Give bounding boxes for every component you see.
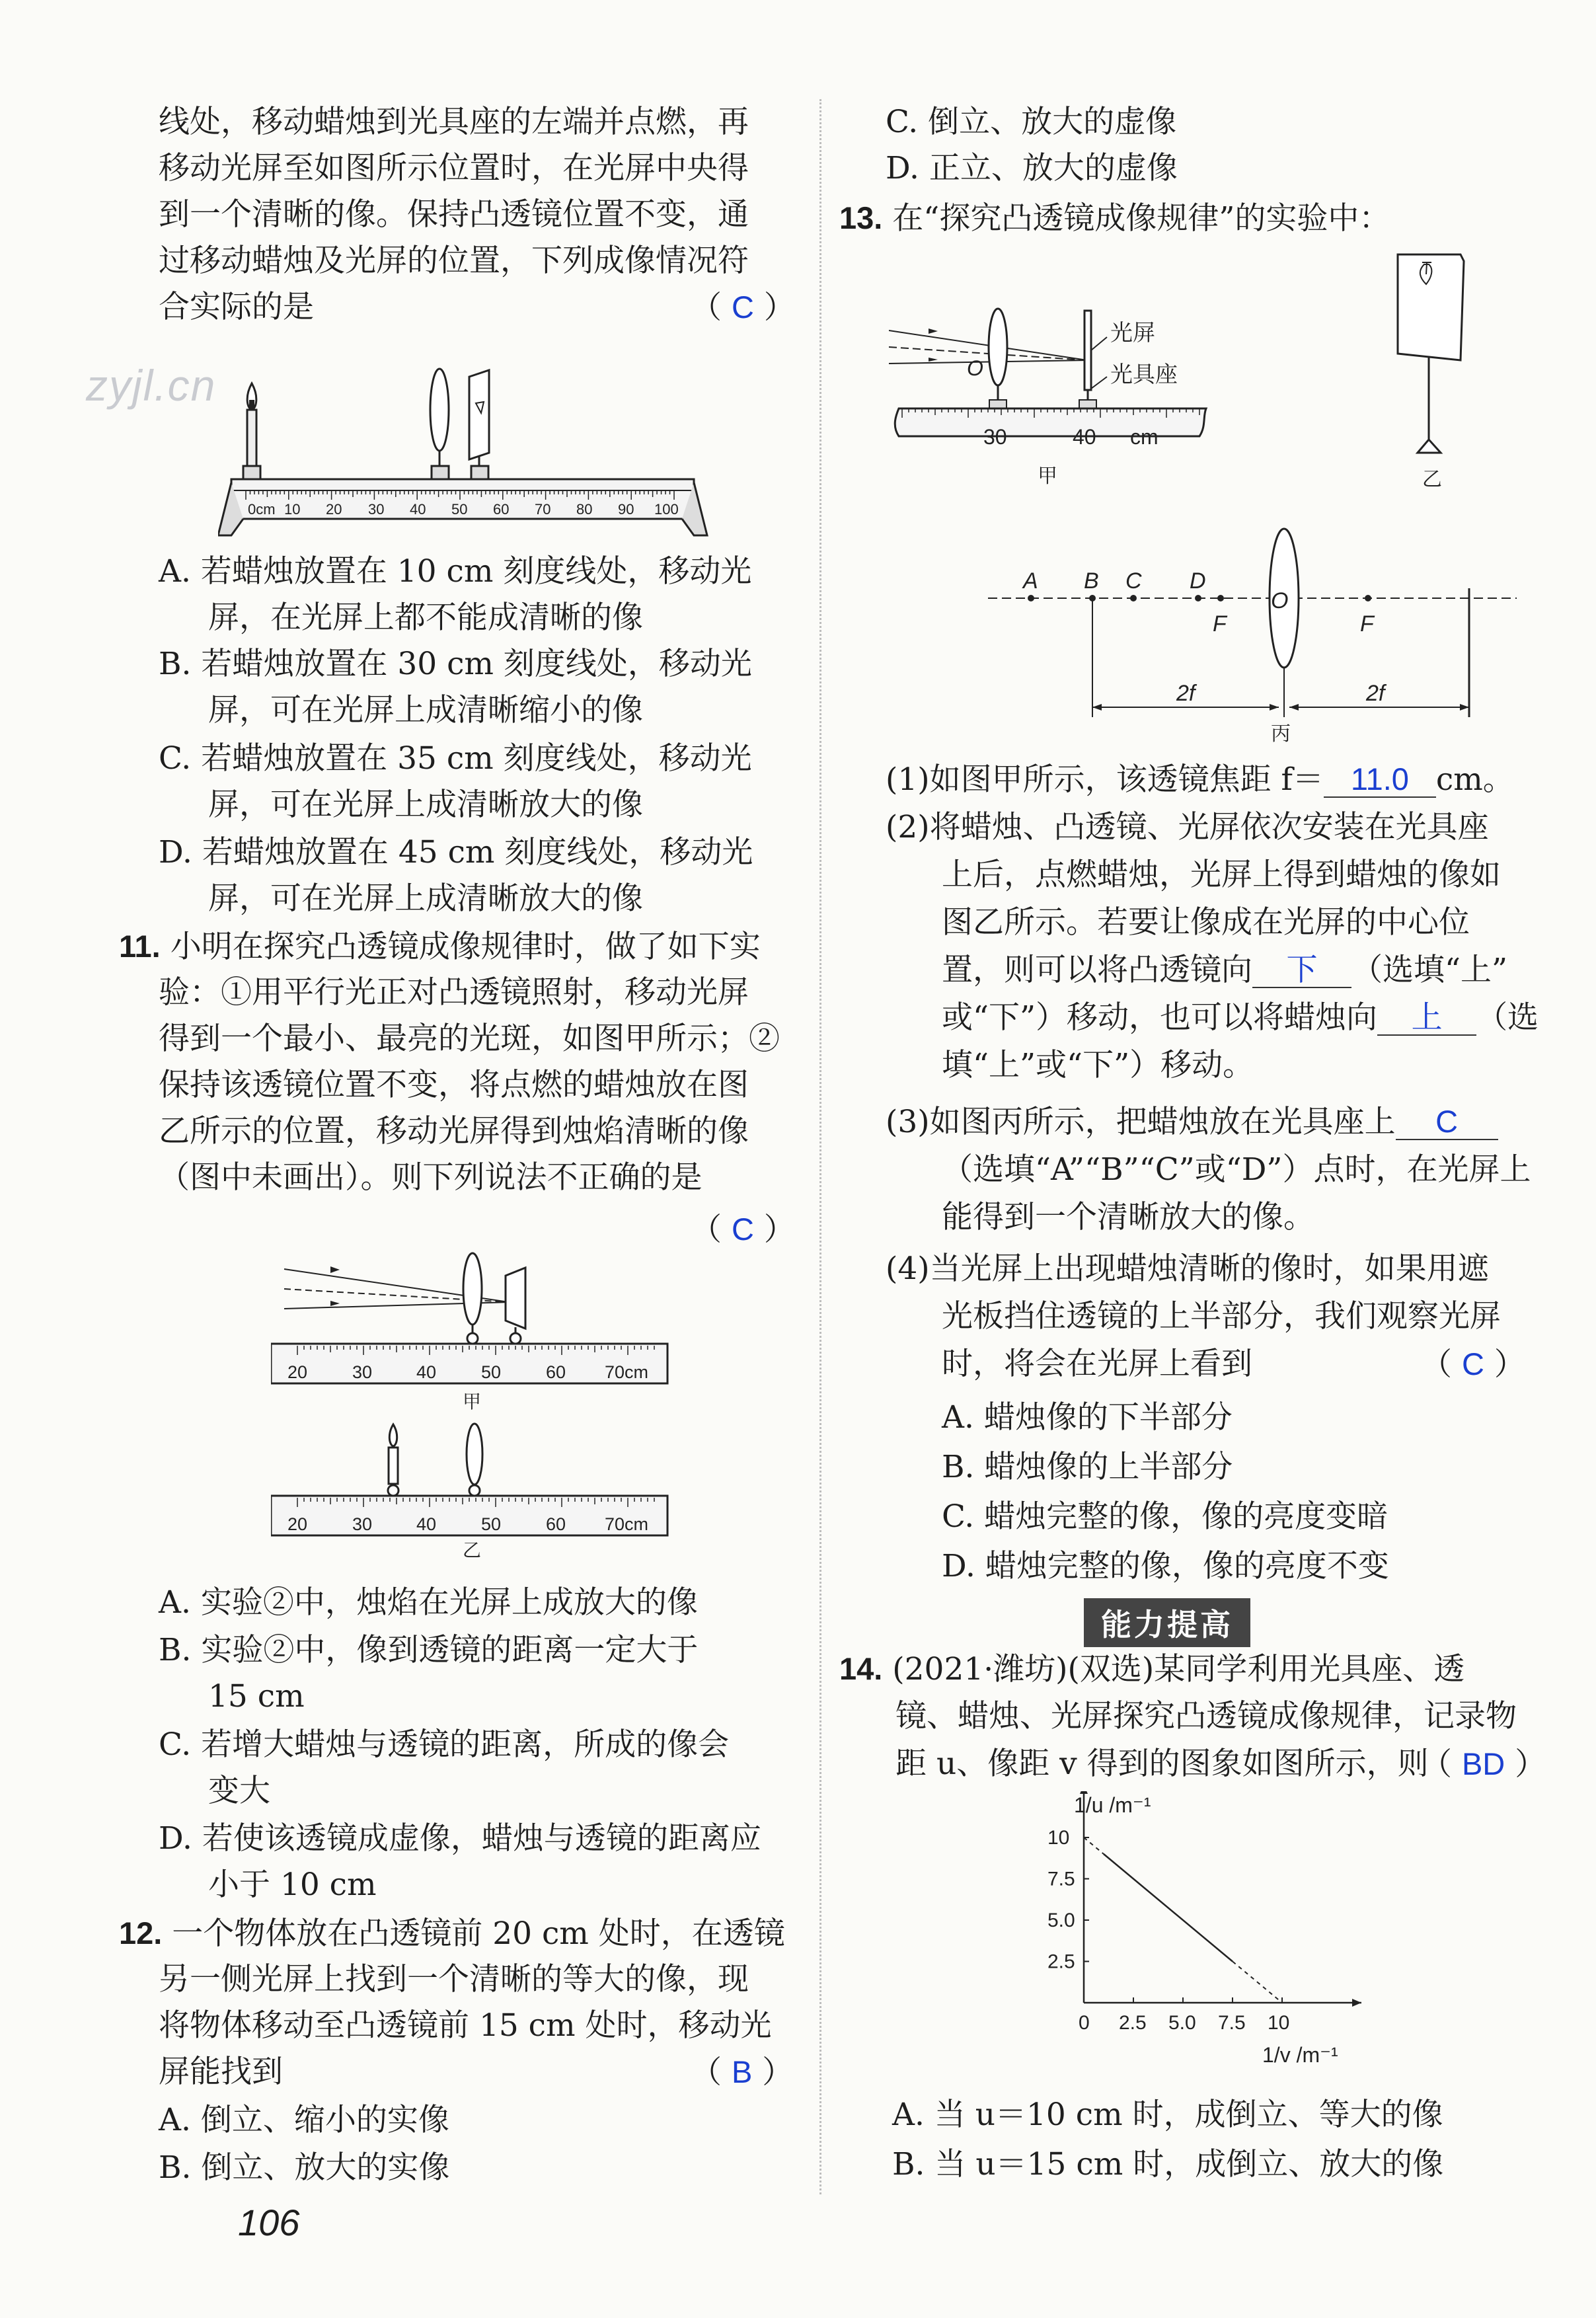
q10-option-b-line-2: 屏，可在光屏上成清晰缩小的像 xyxy=(208,692,643,728)
q11-line-4: 保持该透镜位置不变，将点燃的蜡烛放在图 xyxy=(159,1067,749,1103)
x-tick-label: 2.5 xyxy=(1119,2012,1147,2034)
ruler-label: 30 xyxy=(368,501,385,518)
q13-p4-answer: C xyxy=(1461,1346,1484,1381)
q10-option-a-line-1: A. 若蜡烛放置在 10 cm 刻度线处，移动光 xyxy=(159,553,752,590)
q11-option-d-line-2: 小于 10 cm xyxy=(208,1867,377,1903)
q11-option-d-line-1: D. 若使该透镜成虚像，蜡烛与透镜的距离应 xyxy=(159,1820,761,1857)
q14-option-a: A. 当 u＝10 cm 时，成倒立、等大的像 xyxy=(892,2097,1443,2133)
optical-center-label: O xyxy=(1271,588,1289,613)
ruler-label: 20 xyxy=(326,501,342,518)
ruler-label: 50 xyxy=(451,501,468,518)
q14-line-2: 镜、蜡烛、光屏探究凸透镜成像规律，记录物 xyxy=(895,1698,1517,1734)
q14-option-b: B. 当 u＝15 cm 时，成倒立、放大的像 xyxy=(892,2146,1444,2183)
q13-jia-tick-30: 30 xyxy=(983,425,1007,449)
q11-line-1 xyxy=(119,927,761,967)
q12-option-c: C. 倒立、放大的虚像 xyxy=(886,104,1177,140)
y-tick-label: 2.5 xyxy=(1047,1951,1075,1973)
q13-part-1 xyxy=(886,760,1514,800)
q11-number: 11. xyxy=(119,929,161,964)
q13-stem xyxy=(839,198,1390,239)
ruler-label: 60 xyxy=(546,1514,566,1534)
q12-option-d: D. 正立、放大的虚像 xyxy=(886,150,1178,186)
two-f-left-label: 2f xyxy=(1176,681,1196,706)
q13-jia-tick-cm: cm xyxy=(1130,425,1159,449)
ruler-label: 70cm xyxy=(605,1362,649,1382)
q13-part-2-line-2: 上后，点燃蜡烛，光屏上得到蜡烛的像如 xyxy=(942,857,1501,893)
q14-answer: BD xyxy=(1461,1746,1505,1781)
q14-answer-paren: （ BD ） xyxy=(1421,1746,1546,1783)
q13-p4-option-d: D. 蜡烛完整的像，像的亮度不变 xyxy=(942,1548,1389,1584)
q13-figure-yi xyxy=(1388,248,1480,499)
q11-option-a: A. 实验②中，烛焰在光屏上成放大的像 xyxy=(159,1584,698,1621)
ruler-label: 0cm xyxy=(248,501,276,518)
q12-number: 12. xyxy=(119,1915,163,1951)
q13-part-2-line-3: 图乙所示。若要让像成在光屏的中心位 xyxy=(942,904,1470,941)
section-badge: 能力提高 xyxy=(1084,1598,1250,1647)
q10-option-d-line-1: D. 若蜡烛放置在 45 cm 刻度线处，移动光 xyxy=(159,834,753,870)
q10-option-a-line-2: 屏，在光屏上都不能成清晰的像 xyxy=(208,599,643,636)
column-divider xyxy=(819,99,821,2194)
q13-p3-text: (3)如图丙所示，把蜡烛放在光具座上 xyxy=(886,1104,1396,1140)
ruler-label: 40 xyxy=(410,501,426,518)
chart-y-label: 1/u /m⁻¹ xyxy=(1074,1793,1151,1817)
focal-point-left-label: F xyxy=(1213,611,1227,637)
ruler-label: 80 xyxy=(576,501,593,518)
point-c-label: C xyxy=(1125,568,1142,594)
q10-line-2: 移动光屏至如图所示位置时，在光屏中央得 xyxy=(159,150,749,186)
q10-option-c-line-1: C. 若蜡烛放置在 35 cm 刻度线处，移动光 xyxy=(159,740,752,777)
q11-option-c-line-2: 变大 xyxy=(208,1773,270,1809)
q13-jia-tick-40: 40 xyxy=(1073,425,1096,449)
ruler-label: 60 xyxy=(546,1362,566,1382)
chart-dashed-segment xyxy=(1233,1962,1282,2003)
ruler-label: 50 xyxy=(481,1514,502,1534)
q13-part-2-line-1: (2)将蜡烛、凸透镜、光屏依次安装在光具座 xyxy=(886,809,1489,845)
q13-bing-caption: 丙 xyxy=(1271,723,1291,745)
page-number: 106 xyxy=(238,2202,300,2243)
q11-line-6: （图中未画出）。则下列说法不正确的是 xyxy=(159,1159,703,1196)
q11-option-b-line-2: 15 cm xyxy=(208,1678,305,1715)
ruler-label: 90 xyxy=(618,501,634,518)
q13-jia-o-label: O xyxy=(967,356,983,380)
point-d-label: D xyxy=(1190,568,1206,594)
ruler-label: 50 xyxy=(481,1362,502,1382)
q13-figure-bing xyxy=(988,522,1530,753)
q13-p4-answer-paren: （ C ） xyxy=(1421,1346,1525,1383)
q13-yi-caption: 乙 xyxy=(1422,469,1442,490)
ruler-label: 30 xyxy=(352,1362,373,1382)
q13-p2-blank-1[interactable] xyxy=(1252,953,1351,988)
q13-p2-text-4b: （选填“上” xyxy=(1351,952,1508,988)
ruler-label: 40 xyxy=(416,1362,437,1382)
two-f-right-label: 2f xyxy=(1366,681,1385,706)
q10-optical-bench-figure xyxy=(218,337,734,555)
q11-fig2-caption: 乙 xyxy=(463,1540,482,1560)
ruler-label: 20 xyxy=(287,1362,308,1382)
ruler-label: 60 xyxy=(493,501,510,518)
q11-answer: C xyxy=(731,1212,754,1247)
q11-option-c-line-1: C. 若增大蜡烛与透镜的距离，所成的像会 xyxy=(159,1726,730,1763)
q14-text: (2021·潍坊)(双选)某同学利用光具座、透 xyxy=(892,1651,1465,1687)
ruler-label: 30 xyxy=(352,1514,373,1534)
q11-line-5: 乙所示的位置，移动光屏得到烛焰清晰的像 xyxy=(159,1113,749,1149)
q14-number: 14. xyxy=(839,1651,883,1686)
ruler-label: 10 xyxy=(284,501,301,518)
q13-jia-bench-label: 光具座 xyxy=(1110,362,1178,387)
q13-p4-option-b: B. 蜡烛像的上半部分 xyxy=(942,1449,1233,1485)
ruler-label: 20 xyxy=(287,1514,308,1534)
q10-line-1: 线处，移动蜡烛到光具座的左端并点燃，再 xyxy=(159,104,749,140)
q10-option-c-line-2: 屏，可在光屏上成清晰放大的像 xyxy=(208,787,643,823)
q12-answer-paren: （ B ） xyxy=(691,2054,794,2091)
q10-answer: C xyxy=(731,290,754,325)
q13-p2-text-5b: （选 xyxy=(1476,999,1539,1036)
q12-line-4: 屏能找到 xyxy=(159,2054,283,2090)
q14-line-3: 距 u、像距 v 得到的图象如图所示，则 xyxy=(895,1746,1429,1782)
ruler-label: 70cm xyxy=(605,1514,649,1534)
q13-part-2-line-4 xyxy=(942,950,1507,990)
q13-p4-option-c: C. 蜡烛完整的像，像的亮度变暗 xyxy=(942,1498,1388,1535)
q12-text: 一个物体放在凸透镜前 20 cm 处时，在透镜 xyxy=(172,1915,785,1952)
q11-answer-paren: （ C ） xyxy=(691,1212,795,1248)
q13-p4-option-a: A. 蜡烛像的下半部分 xyxy=(942,1399,1233,1436)
q10-line-3: 到一个清晰的像。保持凸透镜位置不变，通 xyxy=(159,196,749,233)
chart-solid-line xyxy=(1104,1854,1233,1962)
q13-figure-jia xyxy=(889,304,1259,496)
q13-part-4-line-1: (4)当光屏上出现蜡烛清晰的像时，如果用遮 xyxy=(886,1251,1489,1287)
x-axis-arrow xyxy=(1352,1999,1361,2007)
y-tick-label: 5.0 xyxy=(1047,1910,1075,1931)
q12-line-1 xyxy=(119,1913,785,1954)
ruler-label: 100 xyxy=(654,501,679,518)
chart-x-label: 1/v /m⁻¹ xyxy=(1262,2043,1338,2067)
q13-part-2-line-6: 填“上”或“下”）移动。 xyxy=(942,1047,1254,1083)
q11-fig1-caption: 甲 xyxy=(463,1391,482,1412)
point-a-label: A xyxy=(1023,568,1038,594)
q13-p1-unit: cm。 xyxy=(1435,761,1514,798)
q10-option-b-line-1: B. 若蜡烛放置在 30 cm 刻度线处，移动光 xyxy=(159,646,752,682)
watermark-text: zyjl.cn xyxy=(86,361,217,410)
q10-line-5: 合实际的是 xyxy=(159,289,314,325)
q13-part-3-line-2: （选填“A”“B”“C”或“D”）点时，在光屏上 xyxy=(942,1151,1531,1188)
q14-chart xyxy=(1005,1791,1401,2082)
ruler-label: 40 xyxy=(416,1514,437,1534)
q13-p2-text-4: 置，则可以将凸透镜向 xyxy=(942,952,1252,988)
q13-number: 13. xyxy=(839,200,883,235)
q12-option-b: B. 倒立、放大的实像 xyxy=(159,2149,450,2186)
q11-text: 小明在探究凸透镜成像规律时，做了如下实 xyxy=(170,929,761,965)
y-tick-label: 7.5 xyxy=(1047,1868,1075,1890)
q13-part-2-line-5 xyxy=(942,998,1539,1038)
ruler-label: 70 xyxy=(535,501,551,518)
q13-p1-blank[interactable] xyxy=(1324,763,1436,798)
q12-option-a: A. 倒立、缩小的实像 xyxy=(159,2102,449,2138)
q13-p2-blank-2[interactable] xyxy=(1377,1001,1476,1036)
x-tick-label: 7.5 xyxy=(1218,2012,1246,2034)
q11-line-2: 验：①用平行光正对凸透镜照射，移动光屏 xyxy=(159,974,749,1011)
q13-p1-text: (1)如图甲所示，该透镜焦距 f＝ xyxy=(886,761,1324,798)
q13-part-3-line-3: 能得到一个清晰放大的像。 xyxy=(942,1199,1314,1235)
q13-part-4-line-2: 光板挡住透镜的上半部分，我们观察光屏 xyxy=(942,1298,1501,1334)
q12-line-2: 另一侧光屏上找到一个清晰的等大的像，现 xyxy=(159,1961,749,1997)
focal-point-right-label: F xyxy=(1360,611,1374,637)
x-tick-label: 0 xyxy=(1079,2012,1090,2034)
q13-p1-answer: 11.0 xyxy=(1350,761,1409,796)
q13-stem-text: 在“探究凸透镜成像规律”的实验中： xyxy=(892,200,1390,237)
q11-option-b-line-1: B. 实验②中，像到透镜的距离一定大于 xyxy=(159,1632,699,1668)
q11-figures xyxy=(271,1249,681,1560)
x-tick-label: 5.0 xyxy=(1168,2012,1196,2034)
q13-p2-answer-1: 下 xyxy=(1286,952,1318,987)
q13-jia-screen-label: 光屏 xyxy=(1110,321,1155,346)
q10-option-d-line-2: 屏，可在光屏上成清晰放大的像 xyxy=(208,880,643,917)
point-b-label: B xyxy=(1084,568,1099,594)
q13-p3-answer: C xyxy=(1435,1104,1459,1139)
q12-line-3: 将物体移动至凸透镜前 15 cm 处时，移动光 xyxy=(159,2007,772,2044)
q11-line-3: 得到一个最小、最亮的光斑，如图甲所示；② xyxy=(159,1021,780,1057)
q13-p2-text-5: 或“下”）移动，也可以将蜡烛向 xyxy=(942,999,1378,1036)
q14-line-1 xyxy=(839,1649,1464,1689)
q13-jia-caption: 甲 xyxy=(1038,465,1057,487)
q13-p3-blank[interactable] xyxy=(1396,1105,1498,1140)
x-tick-label: 10 xyxy=(1268,2012,1290,2034)
q12-answer: B xyxy=(731,2054,753,2089)
y-tick-label: 10 xyxy=(1047,1827,1070,1849)
chart-axes xyxy=(1080,1791,1361,2007)
chart-dashed-segment xyxy=(1084,1837,1104,1854)
chart-series xyxy=(1084,1837,1282,2003)
q13-part-3-line-1 xyxy=(886,1102,1498,1142)
q10-answer-paren: （ C ） xyxy=(691,290,795,326)
q13-p2-answer-2: 上 xyxy=(1411,999,1443,1034)
q13-part-4-line-3: 时，将会在光屏上看到 xyxy=(942,1346,1252,1382)
q10-line-4: 过移动蜡烛及光屏的位置，下列成像情况符 xyxy=(159,243,749,279)
